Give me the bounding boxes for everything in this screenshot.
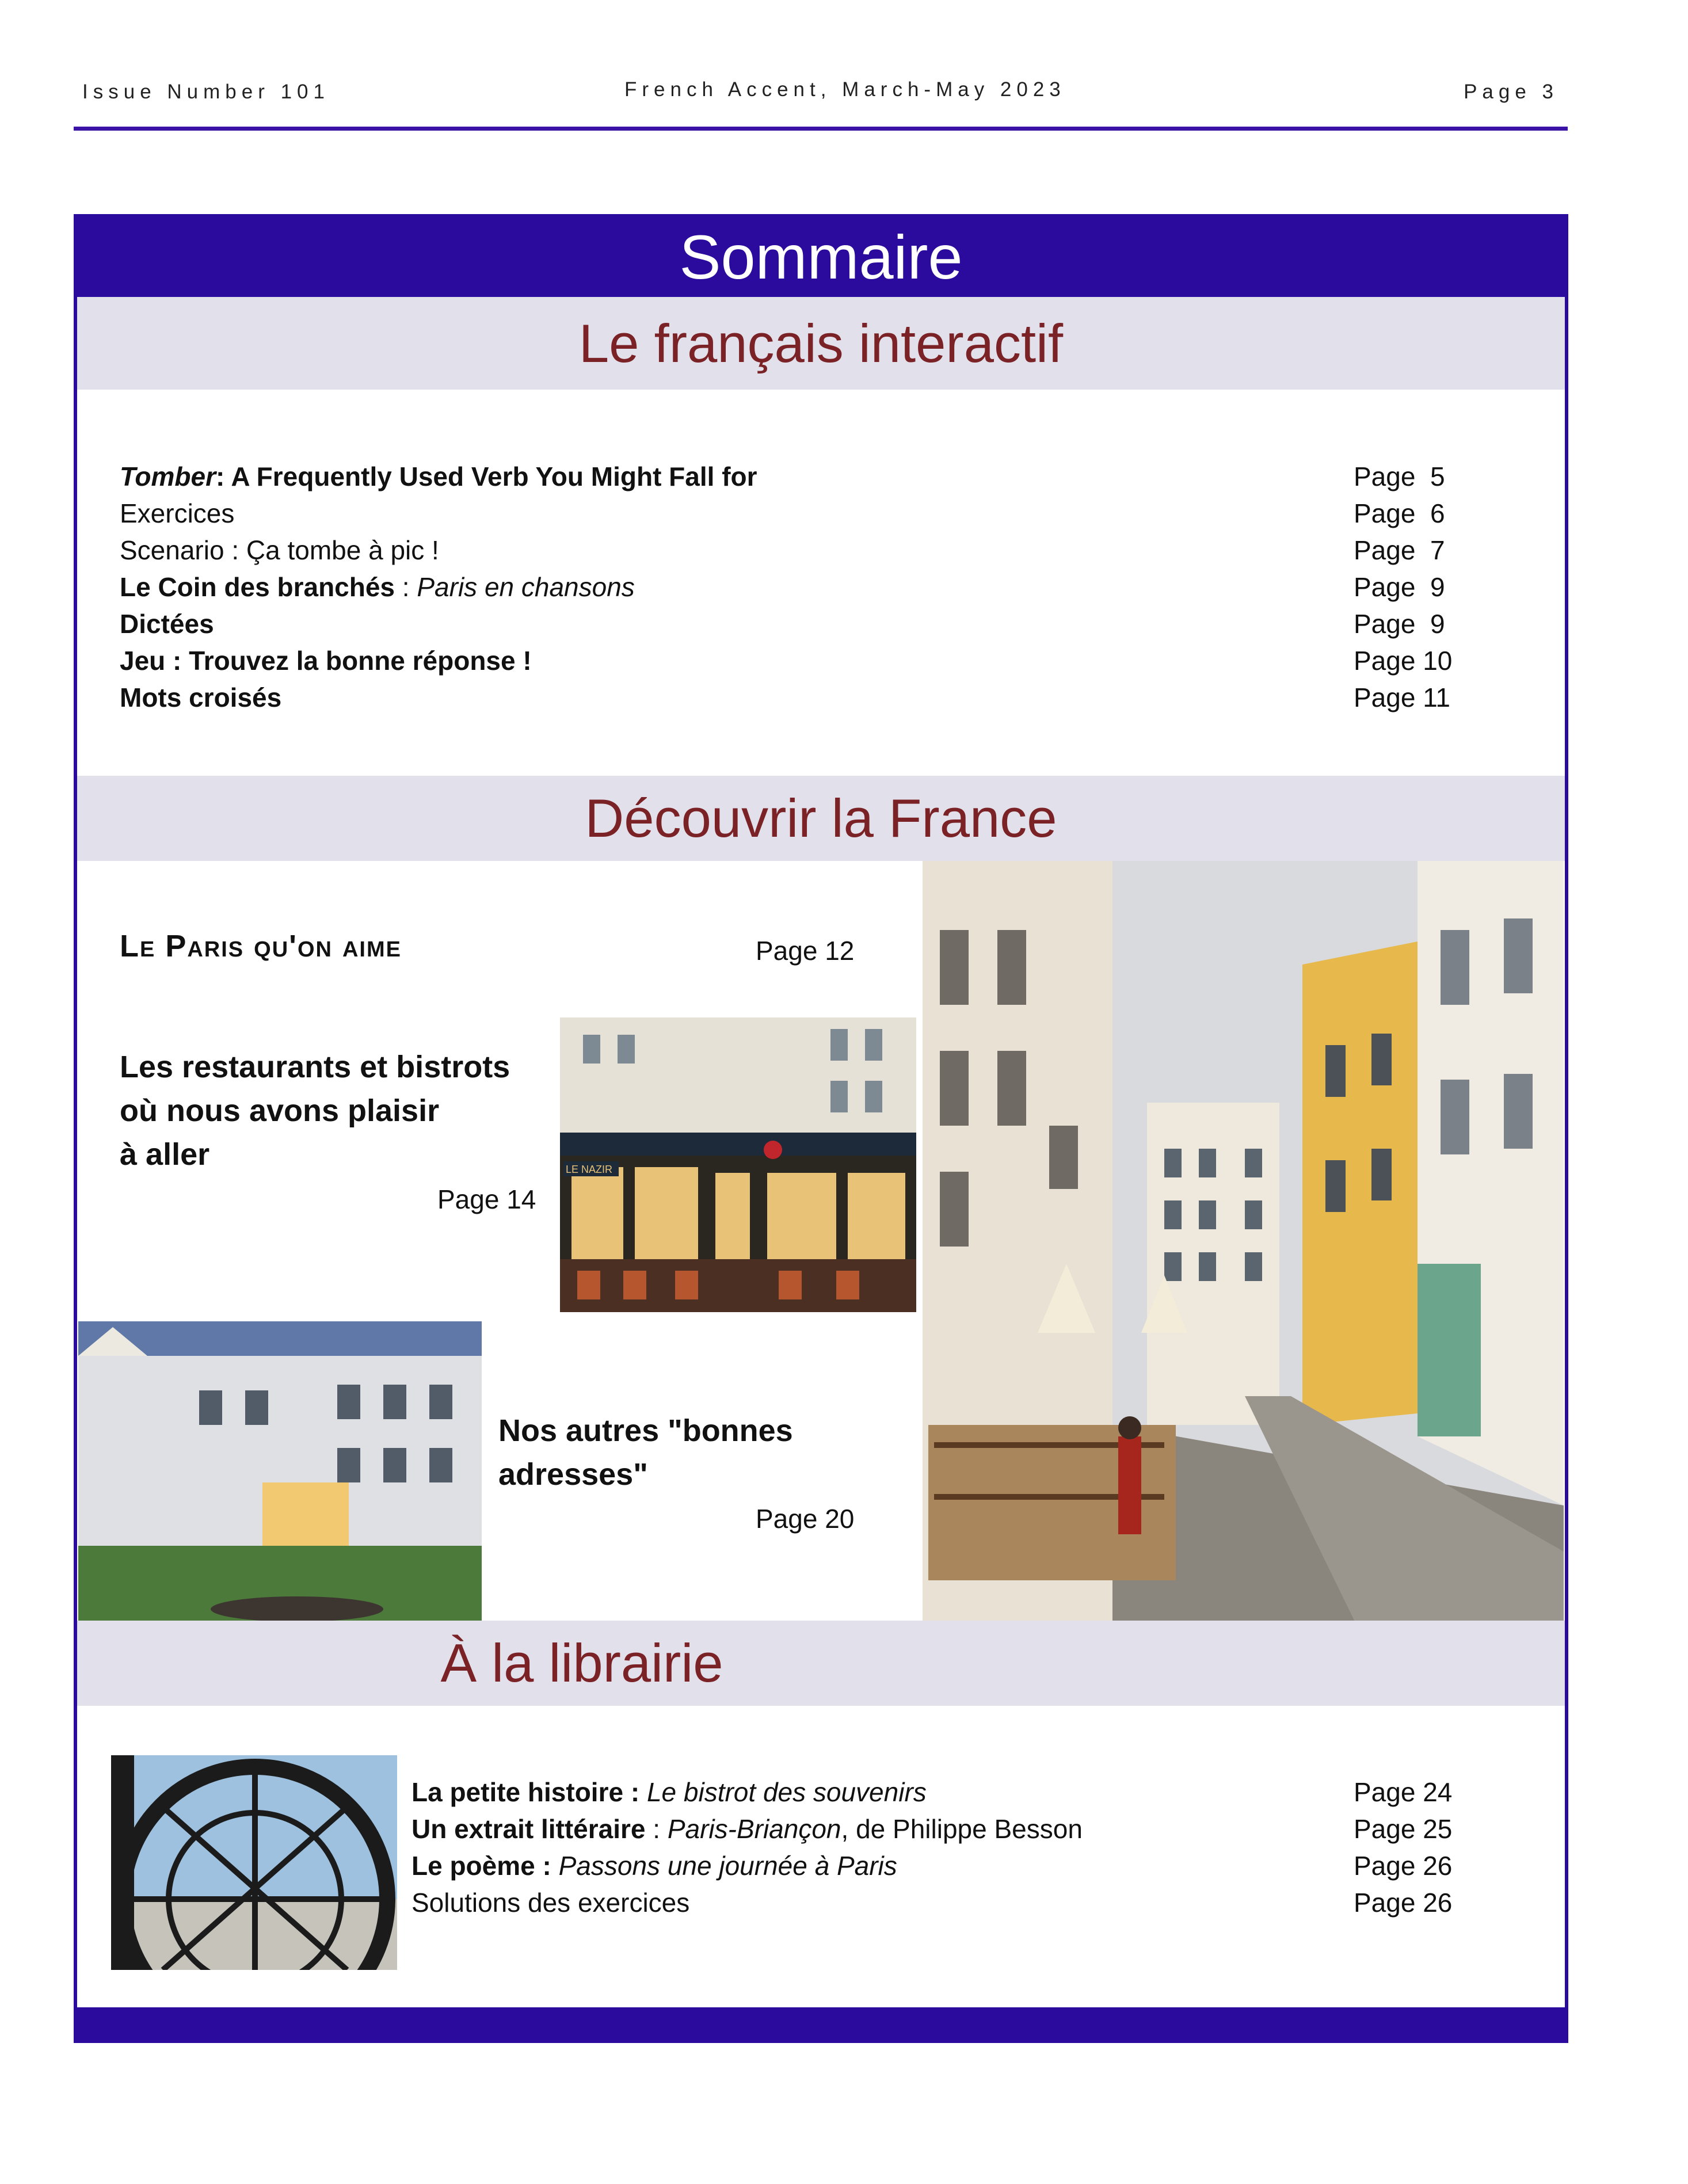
bistro-sign: LE NAZIR — [566, 1164, 613, 1175]
list-item[interactable]: Mots croisés — [120, 683, 282, 712]
page-ref: Page 6 — [1354, 498, 1445, 528]
page-ref: Page 5 — [1354, 462, 1445, 491]
page-ref: Page 24 — [1354, 1777, 1453, 1807]
librairie-list — [411, 1774, 1344, 1921]
page-ref: Page 7 — [1354, 535, 1445, 565]
bistro-photo — [560, 1017, 916, 1312]
issue-number: Issue Number 101 — [82, 81, 330, 103]
section-heading-interactif: Le français interactif — [77, 297, 1565, 390]
interactif-list — [120, 458, 1420, 716]
page-ref: Page 26 — [1354, 1851, 1453, 1881]
sommaire-title: Sommaire — [77, 218, 1565, 297]
page-ref: Page 26 — [1354, 1888, 1453, 1918]
restaurants-item[interactable]: Les restaurants et bistrots où nous avons plaisir à aller — [120, 1050, 510, 1172]
list-item[interactable]: Un extrait littéraire : Paris-Briançon, de Philippe Besson — [411, 1814, 1083, 1844]
page-ref: Page 11 — [1354, 683, 1450, 712]
list-item[interactable]: Le Coin des branchés : Paris en chansons — [120, 572, 635, 602]
list-item[interactable]: Tomber: A Frequently Used Verb You Might Fall for — [120, 462, 757, 491]
street-photo — [923, 861, 1564, 1632]
page-ref: Page 20 — [756, 1504, 855, 1534]
section-heading-france: Découvrir la France — [77, 776, 1565, 861]
paris-qu-on-aime[interactable]: Le Paris qu'on aime — [120, 929, 402, 963]
publication-title: French Accent, March-May 2023 — [624, 78, 1066, 101]
section-heading-librairie: À la librairie — [77, 1621, 1565, 1706]
interactif-pages — [1354, 458, 1452, 716]
list-item[interactable]: Jeu : Trouvez la bonne réponse ! — [120, 646, 532, 676]
list-item[interactable]: Exercices — [120, 498, 235, 528]
page-ref: Page 9 — [1354, 572, 1445, 602]
list-item[interactable]: Le poème : Passons une journée à Paris — [411, 1851, 897, 1881]
librairie-pages — [1354, 1774, 1452, 1921]
page-ref: Page 10 — [1354, 646, 1453, 676]
garden-photo — [78, 1321, 482, 1627]
bottom-bar — [77, 2007, 1565, 2040]
page-ref: Page 14 — [437, 1184, 536, 1214]
header-rule — [74, 127, 1568, 131]
page-number: Page 3 — [1464, 81, 1559, 103]
clock-window-photo — [111, 1755, 397, 1970]
list-item[interactable]: La petite histoire : Le bistrot des souvenirs — [411, 1777, 927, 1807]
list-item[interactable]: Dictées — [120, 609, 214, 639]
adresses-item[interactable]: Nos autres "bonnes adresses" — [498, 1413, 793, 1492]
list-item[interactable]: Scenario : Ça tombe à pic ! — [120, 535, 439, 565]
page-ref: Page 9 — [1354, 609, 1445, 639]
page-ref: Page 12 — [756, 936, 855, 966]
page-ref: Page 25 — [1354, 1814, 1453, 1844]
list-item[interactable]: Solutions des exercices — [411, 1888, 690, 1918]
